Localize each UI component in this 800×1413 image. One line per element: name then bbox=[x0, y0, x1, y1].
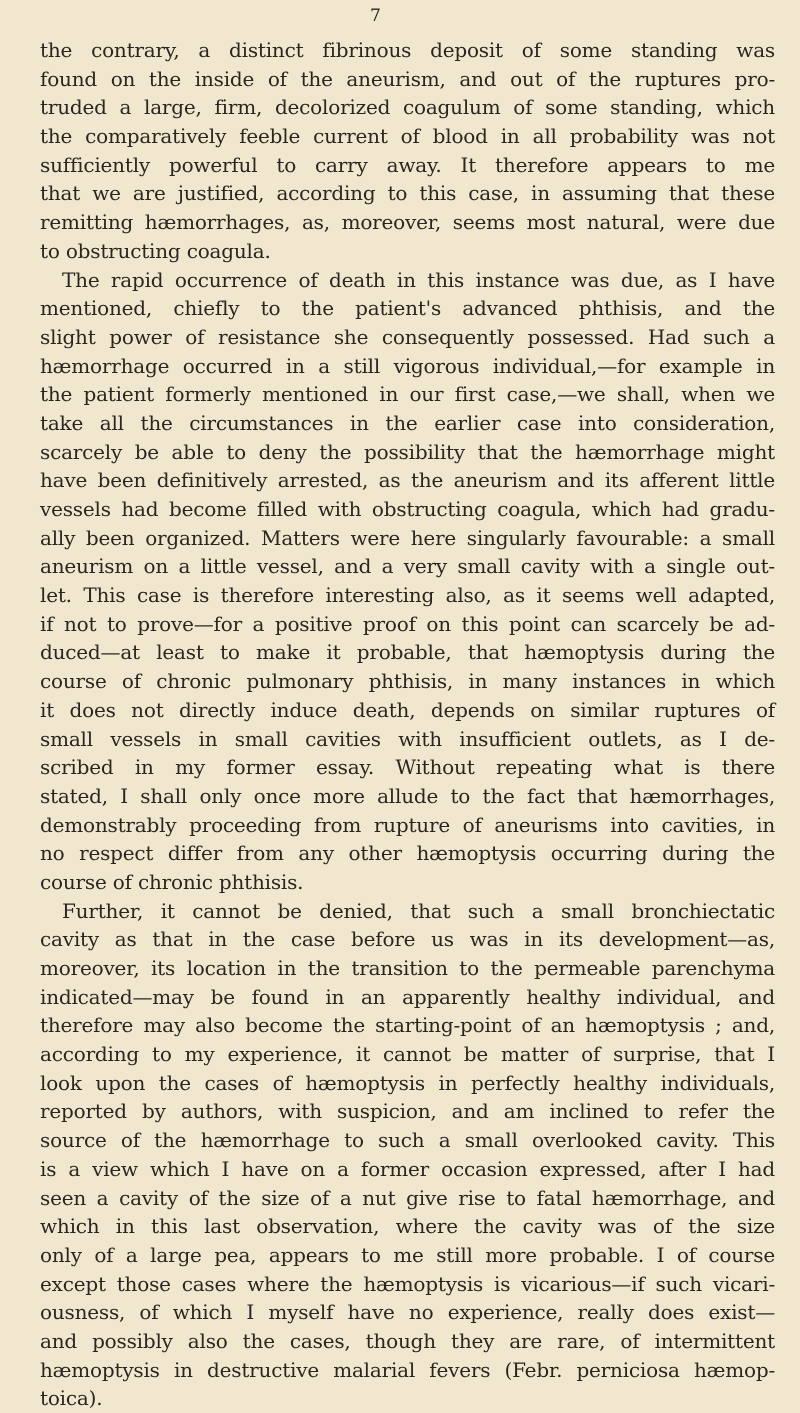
text-line: if not to prove—for a positive proof on this point can scarcely be ad- bbox=[40, 611, 775, 636]
text-line: cavity as that in the case before us was in its development—as, bbox=[40, 927, 775, 952]
text-line: that we are justified, according to this case, in assuming that these bbox=[40, 181, 775, 206]
text-line: truded a large, firm, decolorized coagulum of some standing, which bbox=[40, 95, 775, 120]
text-line: no respect differ from any other hæmoptysis occurring during the bbox=[40, 841, 775, 866]
text-line: stated, I shall only once more allude to the fact that hæmorrhages, bbox=[40, 783, 775, 808]
text-line: mentioned, chiefly to the patient's advanced phthisis, and the bbox=[40, 296, 775, 321]
text-line: hæmorrhage occurred in a still vigorous individual,—for example in bbox=[40, 353, 775, 378]
text-line: slight power of resistance she consequently possessed. Had such a bbox=[40, 324, 775, 349]
text-line: seen a cavity of the size of a nut give rise to fatal hæmorrhage, and bbox=[40, 1185, 775, 1210]
text-line: only of a large pea, appears to me still more probable. I of course bbox=[40, 1242, 775, 1267]
text-line: remitting hæmorrhages, as, moreover, seems most natural, were due bbox=[40, 210, 775, 235]
body-text bbox=[40, 36, 775, 1413]
text-line: therefore may also become the starting-point of an hæmoptysis ; and, bbox=[40, 1013, 775, 1038]
text-line: take all the circumstances in the earlier case into consideration, bbox=[40, 410, 775, 435]
text-line: it does not directly induce death, depends on similar ruptures of bbox=[40, 697, 775, 722]
text-line: sufficiently powerful to carry away. It therefore appears to me bbox=[40, 152, 775, 177]
text-line: ally been organized. Matters were here singularly favourable: a small bbox=[40, 525, 775, 550]
text-line: scarcely be able to deny the possibility that the hæmorrhage might bbox=[40, 439, 775, 464]
text-line: let. This case is therefore interesting also, as it seems well adapted, bbox=[40, 583, 775, 608]
text-line: Further, it cannot be denied, that such a small bronchiectatic bbox=[62, 898, 775, 923]
text-line: course of chronic pulmonary phthisis, in many instances in which bbox=[40, 669, 775, 694]
text-line: found on the inside of the aneurism, and out of the ruptures pro- bbox=[40, 66, 775, 91]
text-line: scribed in my former essay. Without repeating what is there bbox=[40, 755, 775, 780]
text-line: the patient formerly mentioned in our first case,—we shall, when we bbox=[40, 382, 775, 407]
text-line: to obstructing coagula. bbox=[40, 238, 271, 263]
text-line: vessels had become filled with obstructing coagula, which had gradu- bbox=[40, 497, 775, 521]
text-line: according to my experience, it cannot be matter of surprise, that I bbox=[40, 1042, 775, 1067]
text-line: toica). bbox=[40, 1386, 103, 1411]
text-line: moreover, its location in the transition to the permeable parenchyma bbox=[40, 956, 775, 980]
text-line: is a view which I have on a former occasion expressed, after I had bbox=[40, 1156, 775, 1181]
text-line: aneurism on a little vessel, and a very small cavity with a single out- bbox=[40, 554, 775, 579]
text-line: small vessels in small cavities with insufficient outlets, as I de- bbox=[40, 726, 775, 751]
text-line: source of the hæmorrhage to such a small overlooked cavity. This bbox=[40, 1128, 775, 1153]
text-line: hæmoptysis in destructive malarial fevers (Febr. perniciosa hæmop- bbox=[40, 1357, 775, 1382]
text-line: the contrary, a distinct fibrinous deposit of some standing was bbox=[40, 38, 775, 62]
text-line: look upon the cases of hæmoptysis in perfectly healthy individuals, bbox=[40, 1070, 775, 1095]
text-line: duced—at least to make it probable, that hæmoptysis during the bbox=[40, 640, 775, 665]
page-number: 7 bbox=[370, 6, 381, 26]
text-line: The rapid occurrence of death in this instance was due, as I have bbox=[62, 267, 775, 292]
text-line: which in this last observation, where the cavity was of the size bbox=[40, 1214, 775, 1239]
text-line: ousness, of which I myself have no experience, really does exist— bbox=[40, 1300, 775, 1325]
text-line: reported by authors, with suspicion, and am inclined to refer the bbox=[40, 1099, 775, 1124]
text-line: course of chronic phthisis. bbox=[40, 869, 304, 894]
text-line: indicated—may be found in an apparently healthy individual, and bbox=[40, 984, 775, 1009]
text-line: and possibly also the cases, though they are rare, of intermittent bbox=[40, 1328, 775, 1353]
text-line: have been definitively arrested, as the aneurism and its afferent little bbox=[40, 468, 775, 493]
text-line: the comparatively feeble current of blood in all probability was not bbox=[40, 124, 775, 149]
text-line: demonstrably proceeding from rupture of aneurisms into cavities, in bbox=[40, 812, 775, 837]
text-line: except those cases where the hæmoptysis is vicarious—if such vicari- bbox=[40, 1271, 775, 1296]
